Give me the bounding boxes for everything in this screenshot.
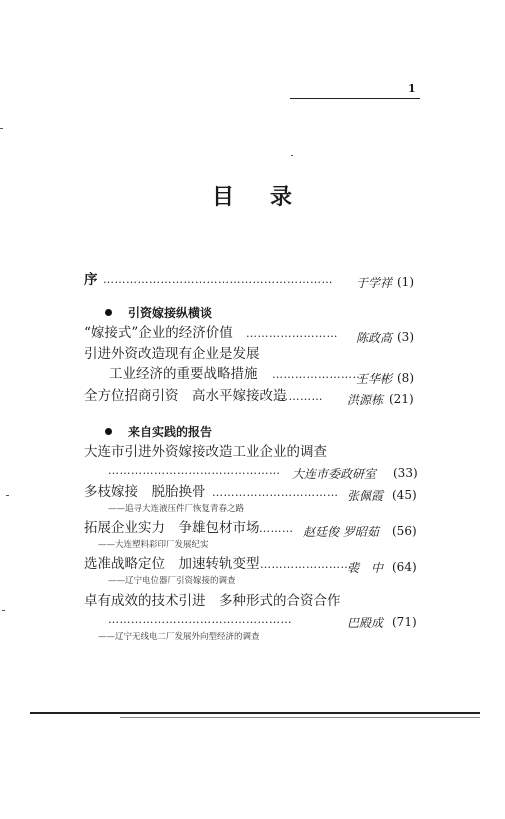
footer-rule-thin xyxy=(120,717,480,718)
entry-author: 张佩霞 xyxy=(347,489,384,503)
entry-subtitle: ——辽宁无线电二厂发展外向型经济的调查 xyxy=(98,632,260,642)
entry-subtitle: ——辽宁电位器厂引资嫁接的调查 xyxy=(108,576,236,586)
entry-page: (8) xyxy=(397,371,414,385)
preface-page: (1) xyxy=(397,275,414,289)
scan-speck xyxy=(0,128,3,129)
entry-page: (56) xyxy=(392,524,417,538)
entry-author: 洪源栋 xyxy=(347,393,384,407)
entry-author: 王华彬 xyxy=(356,372,393,386)
section2-heading: 来自实践的报告 xyxy=(128,425,213,439)
title-char-1: 目 xyxy=(212,185,236,210)
preface-dots: …………………………………………………… xyxy=(103,273,333,286)
entry-dots: ………… xyxy=(277,390,323,403)
entry-page: (3) xyxy=(397,330,414,344)
entry-title: 选准战略定位 加速转轨变型 xyxy=(84,556,260,572)
entry-title: 多枝嫁接 脱胎换骨 xyxy=(84,484,206,500)
entry-title: 卓有成效的技术引进 多种形式的合资合作 xyxy=(84,593,341,609)
scan-speck xyxy=(291,155,293,156)
entry-dots: ……………………………………… xyxy=(108,464,281,477)
entry-author: 巴殿成 xyxy=(347,616,384,630)
entry-dots: ……… xyxy=(259,522,294,535)
bullet-icon xyxy=(105,428,112,435)
section1-heading: 引资嫁接纵横谈 xyxy=(128,306,213,320)
scan-speck xyxy=(6,495,9,496)
entry-title-cont: 工业经济的重要战略措施 xyxy=(109,366,258,382)
preface-author: 于学祥 xyxy=(356,276,393,290)
entry-page: (64) xyxy=(392,560,417,574)
entry-subtitle: ——追寻大连液压件厂恢复青春之路 xyxy=(108,504,245,514)
entry-title: 全方位招商引资 高水平嫁接改造 xyxy=(84,388,287,404)
entry-subtitle: ——大连塑料彩印厂发展纪实 xyxy=(98,540,209,550)
entry-author: 赵廷俊 罗昭茹 xyxy=(303,525,379,539)
footer-rule xyxy=(30,712,480,714)
entry-dots: ………………………………………… xyxy=(108,613,292,626)
page-number: 1 xyxy=(408,82,416,95)
title-char-2: 录 xyxy=(270,185,294,210)
preface-label: 序 xyxy=(84,272,98,288)
entry-page: (33) xyxy=(393,466,418,480)
entry-page: (71) xyxy=(392,615,417,629)
scan-speck xyxy=(2,610,5,611)
entry-author: 陈政高 xyxy=(356,331,393,345)
entry-dots: …………………… xyxy=(260,558,352,571)
entry-author: 裴 中 xyxy=(347,561,384,575)
entry-title: 大连市引进外资嫁接改造工业企业的调查 xyxy=(84,444,327,460)
header-rule xyxy=(290,98,420,99)
entry-dots: …………………… xyxy=(246,327,338,340)
entry-dots: …………………………… xyxy=(212,486,339,499)
entry-title: “嫁接式”企业的经济价值 xyxy=(84,325,233,341)
bullet-icon xyxy=(105,309,112,316)
entry-page: (45) xyxy=(392,488,417,502)
entry-dots: …………………… xyxy=(272,368,364,381)
entry-title: 引进外资改造现有企业是发展 xyxy=(84,346,260,362)
entry-page: (21) xyxy=(389,392,414,406)
entry-author: 大连市委政研室 xyxy=(292,467,377,481)
entry-title: 拓展企业实力 争雄包材市场 xyxy=(84,520,260,536)
